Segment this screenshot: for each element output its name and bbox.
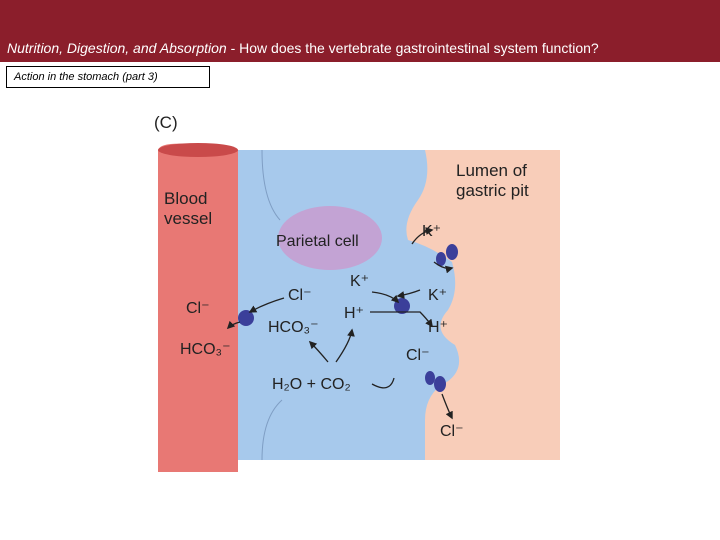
- blood-vessel-opening: [158, 143, 238, 157]
- channel-cl-2: [425, 371, 435, 385]
- lumen-label-1: Lumen of: [456, 161, 527, 180]
- panel-label: (C): [154, 113, 178, 132]
- title-question: - How does the vertebrate gastrointestinal system function?: [226, 40, 599, 56]
- lumen-label-2: gastric pit: [456, 181, 529, 200]
- h-cell-label: H⁺: [344, 305, 364, 322]
- parietal-cell-label: Parietal cell: [276, 233, 359, 250]
- h2o-co2-label: H₂O + CO₂: [272, 376, 351, 393]
- transporter-basolateral: [238, 310, 254, 326]
- cl-lumen-cell-label: Cl⁻: [406, 347, 430, 364]
- cl-lumen-bottom-label: Cl⁻: [440, 423, 464, 440]
- k-lumen-mid-label: K⁺: [428, 287, 448, 304]
- cl-blood-label: Cl⁻: [186, 300, 210, 317]
- blood-vessel-label-2: vessel: [164, 209, 213, 228]
- k-cell-label: K⁺: [350, 273, 370, 290]
- h-lumen-label: H⁺: [428, 319, 448, 336]
- title-topic: Nutrition, Digestion, and Absorption: [7, 40, 227, 56]
- hco3-blood-label: HCO₃⁻: [180, 341, 231, 358]
- subtitle-text: Action in the stomach (part 3): [14, 71, 158, 83]
- blood-vessel-label-1: Blood: [164, 189, 208, 208]
- k-lumen-top-label: K⁺: [422, 223, 442, 240]
- hco3-cell-label: HCO₃⁻: [268, 319, 319, 336]
- channel-cl-1: [434, 376, 446, 392]
- cl-cell-label: Cl⁻: [288, 287, 312, 304]
- channel-k-top-1: [446, 244, 458, 260]
